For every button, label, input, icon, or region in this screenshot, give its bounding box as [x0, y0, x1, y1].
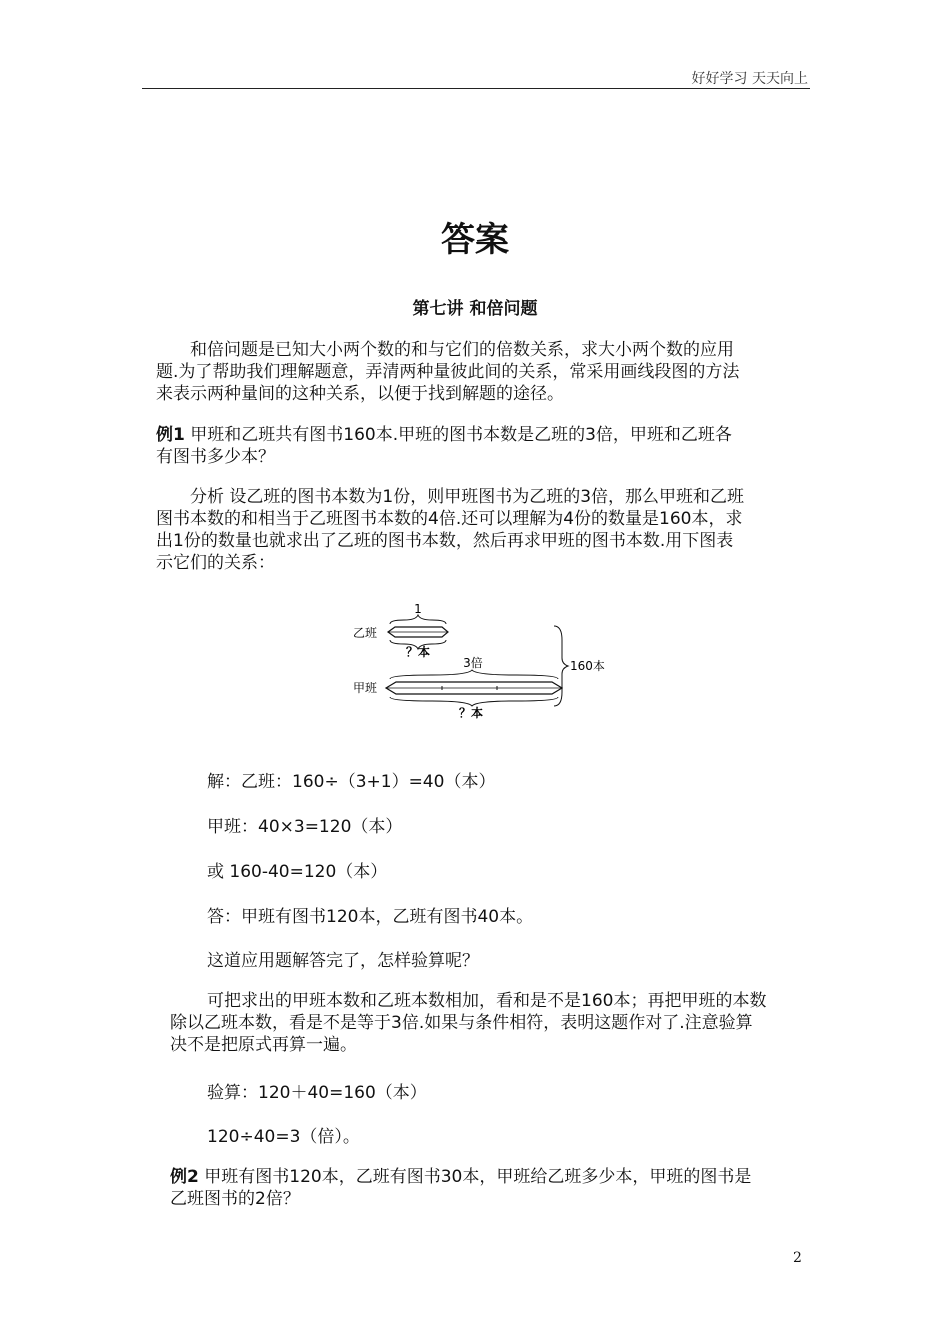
jia-top-label: 3倍: [463, 656, 483, 670]
line-segment-diagram: [340, 600, 620, 730]
example1-text: 有图书多少本？: [156, 447, 275, 467]
intro-line: 和倍问题是已知大小两个数的和与它们的倍数关系，求大小两个数的应用: [190, 340, 734, 360]
intro-paragraph: [156, 339, 739, 405]
analysis-line: 图书本数的和相当于乙班图书本数的4倍.还可以理解为4份的数量是160本，求: [156, 509, 743, 529]
analysis-line: 示它们的关系：: [156, 553, 275, 573]
check-line: 可把求出的甲班本数和乙班本数相加，看和是不是160本；再把甲班的本数: [207, 991, 767, 1011]
jia-label: 甲班: [353, 681, 378, 695]
yi-top-brace: [390, 615, 446, 624]
total-label: 160本: [570, 659, 605, 673]
analysis-line: 分析 设乙班的图书本数为1份，则甲班图书为乙班的3倍，那么甲班和乙班: [190, 487, 745, 507]
example1-text: 甲班和乙班共有图书160本.甲班的图书本数是乙班的3倍，甲班和乙班各: [190, 425, 732, 445]
example2-text: 甲班有图书120本，乙班有图书30本，甲班给乙班多少本，甲班的图书是: [204, 1167, 752, 1187]
lecture-title: 第七讲 和倍问题: [412, 299, 538, 319]
page-number: 2: [793, 1250, 802, 1266]
example2-label: 例2: [170, 1167, 199, 1187]
running-header: 好好学习 天天向上: [691, 71, 808, 87]
check-paragraph: [170, 990, 766, 1056]
answer-line: 答：甲班有图书120本，乙班有图书40本。: [207, 907, 534, 927]
example1-label: 例1: [156, 425, 185, 445]
solution-line-2: 甲班：40×3=120（本）: [207, 817, 403, 837]
example2-text: 乙班图书的2倍？: [170, 1189, 300, 1209]
analysis-line: 出1份的数量也就求出了乙班的图书本数，然后再求甲班的图书本数.用下图表: [156, 531, 734, 551]
solution-line-3: 或 160-40=120（本）: [207, 862, 388, 882]
yi-top-label: 1: [414, 602, 422, 616]
verify-line-1: 验算：120＋40=160（本）: [207, 1083, 427, 1103]
check-line: 除以乙班本数，看是不是等于3倍.如果与条件相符，表明这题作对了.注意验算: [170, 1013, 753, 1033]
intro-line: 来表示两种量间的这种关系，以便于找到解题的途径。: [156, 384, 564, 404]
yi-label: 乙班: [353, 626, 378, 640]
page-title: 答案: [441, 220, 509, 260]
yi-bottom-label: ？本: [405, 645, 431, 659]
total-brace: [554, 626, 568, 706]
jia-bottom-label: ？本: [458, 706, 484, 720]
jia-top-brace: [390, 670, 558, 679]
check-line: 决不是把原式再算一遍。: [170, 1035, 357, 1055]
analysis-paragraph: [156, 486, 744, 574]
header-rule: [142, 88, 810, 89]
jia-bottom-brace: [390, 697, 558, 706]
example2: [170, 1166, 751, 1210]
intro-line: 题.为了帮助我们理解题意，弄清两种量彼此间的关系，常采用画线段图的方法: [156, 362, 740, 382]
example1: [156, 424, 732, 468]
check-question: 这道应用题解答完了，怎样验算呢？: [207, 951, 479, 971]
solution-line-1: 解：乙班：160÷（3+1）=40（本）: [207, 772, 496, 792]
verify-line-2: 120÷40=3（倍）。: [207, 1127, 360, 1147]
